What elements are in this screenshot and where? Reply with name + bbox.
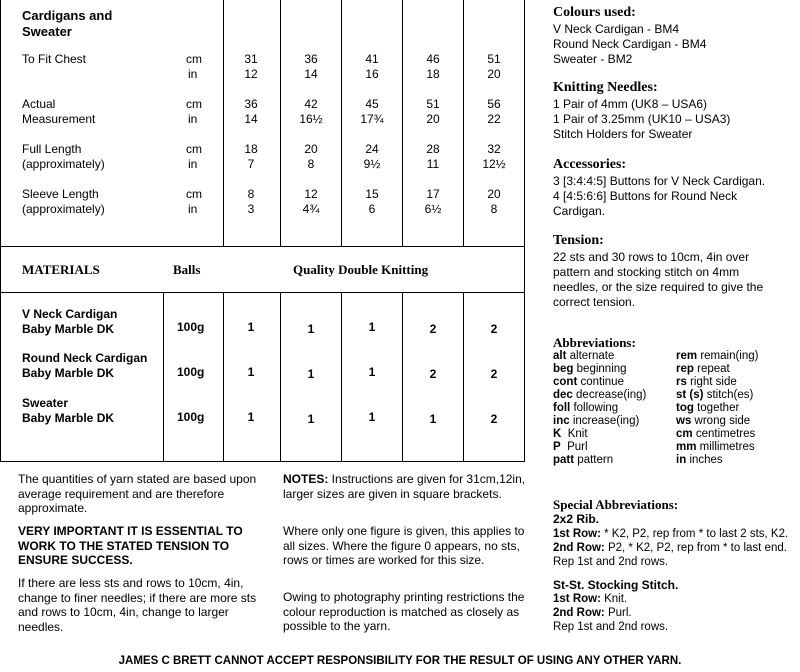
value-cell: 51 [487, 52, 501, 66]
material-yarn: Baby Marble DK [22, 366, 115, 380]
value-cell: 41 [365, 52, 379, 66]
unit-cm: cm [186, 97, 202, 111]
stst-row-1: 1st Row: Knit. [553, 593, 628, 605]
col-divider [341, 292, 342, 462]
accessory-line: 3 [3:4:4:5] Buttons for V Neck Cardigan. [553, 174, 766, 188]
col-divider [463, 0, 464, 246]
abbr-item: dec decrease(ing) [553, 389, 647, 401]
abbr-item: alt alternate [553, 350, 615, 362]
colour-line: V Neck Cardigan - BM4 [553, 22, 680, 36]
col-divider [463, 292, 464, 462]
material-name: Sweater [22, 396, 69, 410]
value-cell: 32 [487, 142, 501, 156]
value-cell: 12 [244, 67, 258, 81]
value-cell: 17 [426, 187, 440, 201]
tension-line: pattern and stocking stitch on 4mm [553, 265, 740, 279]
value-cell: 12 [304, 187, 318, 201]
value-cell: 20 [487, 67, 501, 81]
value-cell: 20 [487, 187, 501, 201]
abbr-item: rem remain(ing) [676, 350, 759, 362]
value-cell: 4¾ [302, 202, 320, 216]
material-name: V Neck Cardigan [22, 307, 118, 321]
col-divider [402, 0, 403, 246]
abbr-item: inc increase(ing) [553, 415, 640, 427]
col-divider [402, 292, 403, 462]
material-weight: 100g [177, 365, 205, 379]
value-cell: 15 [365, 187, 379, 201]
row-label-sleeve-2: (approximately) [22, 202, 105, 216]
photography-note: Owing to photography printing restrictions the colour reproduction is matched as closely as possible to the yarn. [283, 590, 525, 633]
needle-line: 1 Pair of 3.25mm (UK10 – USA3) [553, 112, 731, 126]
value-cell: 7 [247, 157, 255, 171]
materials-header: MATERIALS [22, 262, 100, 277]
value-cell: 18 [244, 142, 258, 156]
unit-cm: cm [186, 52, 202, 66]
accessories-heading: Accessories: [553, 157, 627, 172]
col-divider [341, 0, 342, 246]
abbr-item: cm centimetres [676, 428, 756, 440]
value-cell: 24 [365, 142, 379, 156]
ball-count: 1 [368, 320, 376, 334]
ball-count: 2 [429, 322, 437, 336]
value-cell: 14 [244, 112, 258, 126]
material-yarn: Baby Marble DK [22, 322, 115, 336]
ball-count: 1 [307, 367, 315, 381]
col-divider [280, 0, 281, 246]
rib-heading: 2x2 Rib. [553, 512, 600, 526]
value-cell: 17¾ [360, 112, 384, 126]
tension-heading: Tension: [553, 233, 604, 248]
abbr-list-left [553, 350, 646, 467]
needle-line: Stitch Holders for Sweater [553, 127, 693, 141]
ball-count: 1 [429, 412, 437, 426]
colours-heading: Colours used: [553, 5, 636, 20]
unit-in: in [188, 202, 198, 216]
material-yarn: Baby Marble DK [22, 411, 115, 425]
accessory-line: Cardigan. [553, 204, 606, 218]
stst-heading: St-St. Stocking Stitch. [553, 578, 679, 592]
ball-count: 1 [247, 365, 255, 379]
abbr-item: patt pattern [553, 454, 614, 466]
row-label-actual-2: Measurement [22, 112, 96, 126]
ball-count: 1 [368, 410, 376, 424]
value-cell: 22 [487, 112, 501, 126]
rib-repeat: Rep 1st and 2nd rows. [553, 556, 669, 568]
abbr-item: K Knit [553, 428, 588, 440]
tension-line: 22 sts and 30 rows to 10cm, 4in over [553, 250, 750, 264]
ball-count: 1 [307, 322, 315, 336]
value-cell: 28 [426, 142, 440, 156]
unit-in: in [188, 67, 198, 81]
col-divider [280, 292, 281, 462]
yarn-header: Quality Double Knitting [293, 262, 429, 277]
col-divider [223, 0, 224, 246]
footer-disclaimer: JAMES C BRETT CANNOT ACCEPT RESPONSIBILITY FOR THE RESULT OF USING ANY OTHER YARN. [118, 655, 682, 667]
value-cell: 56 [487, 97, 501, 111]
yarn-quantity-note: The quantities of yarn stated are based upon average requirement and are therefore approximate. [18, 472, 257, 515]
value-cell: 6½ [424, 202, 442, 216]
row-label-length-2: (approximately) [22, 157, 105, 171]
material-name: Round Neck Cardigan [22, 351, 148, 365]
abbreviations-heading: Abbreviations: [553, 335, 636, 350]
abbr-item: st (s) stitch(es) [676, 389, 754, 401]
abbr-item: ws wrong side [676, 415, 751, 427]
value-cell: 36 [244, 97, 258, 111]
table-title: Cardigans and Sweater [22, 8, 113, 39]
tension-warning: VERY IMPORTANT IT IS ESSENTIAL TO WORK TO THE STATED TENSION TO ENSURE SUCCESS. [18, 524, 243, 567]
value-cell: 31 [244, 52, 258, 66]
value-cell: 51 [426, 97, 440, 111]
material-weight: 100g [177, 320, 205, 334]
value-cell: 46 [426, 52, 440, 66]
tension-line: correct tension. [553, 295, 636, 309]
table-border-right [524, 0, 525, 462]
special-heading: Special Abbreviations: [553, 497, 679, 512]
value-cell: 9½ [363, 157, 381, 171]
unit-cm: cm [186, 187, 202, 201]
abbr-item: cont continue [553, 376, 624, 388]
abbr-item: P Purl [553, 441, 588, 453]
abbr-item: tog together [676, 402, 740, 414]
table-divider-1 [0, 246, 525, 247]
needles-heading: Knitting Needles: [553, 80, 658, 95]
value-cell: 8 [247, 187, 255, 201]
value-cell: 20 [304, 142, 318, 156]
abbr-item: in inches [676, 454, 723, 466]
stst-row-2: 2nd Row: Purl. [553, 607, 632, 619]
value-cell: 11 [426, 157, 440, 171]
col-divider [163, 292, 164, 462]
abbr-item: mm millimetres [676, 441, 755, 453]
value-cell: 42 [304, 97, 318, 111]
value-cell: 18 [426, 67, 440, 81]
abbr-item: beg beginning [553, 363, 627, 375]
ball-count: 1 [247, 320, 255, 334]
row-label-sleeve: Sleeve Length [22, 187, 99, 201]
value-cell: 16½ [299, 112, 323, 126]
abbr-item: foll following [553, 402, 619, 414]
value-cell: 8 [307, 157, 315, 171]
ball-count: 1 [368, 365, 376, 379]
ball-count: 2 [490, 367, 498, 381]
row-label-actual: Actual [22, 97, 56, 111]
value-cell: 16 [365, 67, 379, 81]
value-cell: 12½ [482, 157, 506, 171]
stst-repeat: Rep 1st and 2nd rows. [553, 621, 669, 633]
ball-count: 2 [490, 412, 498, 426]
colour-line: Round Neck Cardigan - BM4 [553, 37, 707, 51]
value-cell: 8 [490, 202, 498, 216]
accessory-line: 4 [4:5:6:6] Buttons for Round Neck [553, 189, 738, 203]
tension-line: needles, or the size required to give the [553, 280, 764, 294]
abbr-item: rep repeat [676, 363, 730, 375]
abbr-item: rs right side [676, 376, 737, 388]
ball-count: 1 [247, 410, 255, 424]
needle-line: 1 Pair of 4mm (UK8 – USA6) [553, 97, 708, 111]
table-border-bottom [0, 461, 525, 462]
notes-block: NOTES: Instructions are given for 31cm,12in, larger sizes are given in square brackets. [283, 472, 526, 501]
colour-line: Sweater - BM2 [553, 52, 633, 66]
unit-in: in [188, 112, 198, 126]
ball-count: 1 [307, 412, 315, 426]
unit-cm: cm [186, 142, 202, 156]
table-border-left [0, 0, 1, 462]
unit-in: in [188, 157, 198, 171]
ball-count: 2 [429, 367, 437, 381]
balls-header: Balls [173, 262, 201, 277]
sizes-table [0, 0, 525, 462]
rib-row-1: 1st Row: * K2, P2, rep from * to last 2 sts, K2. [553, 528, 789, 540]
value-cell: 36 [304, 52, 318, 66]
figure-note: Where only one figure is given, this applies to all sizes. Where the figure 0 appears, no sts, rows or times are worked for this size. [283, 524, 525, 567]
col-divider [223, 292, 224, 462]
value-cell: 45 [365, 97, 379, 111]
value-cell: 14 [304, 67, 318, 81]
value-cell: 20 [426, 112, 440, 126]
row-label-chest: To Fit Chest [22, 52, 87, 66]
abbr-list-right [676, 350, 758, 467]
table-divider-2 [0, 292, 525, 293]
value-cell: 6 [368, 202, 376, 216]
value-cell: 3 [247, 202, 255, 216]
needle-change-note: If there are less sts and rows to 10cm, 4in, change to finer needles; if there are more sts and rows to 10cm, 4in, change to larger needles. [18, 576, 257, 634]
rib-row-2: 2nd Row: P2, * K2, P2, rep from * to last end. [553, 542, 787, 554]
material-weight: 100g [177, 410, 205, 424]
ball-count: 2 [490, 322, 498, 336]
row-label-length: Full Length [22, 142, 82, 156]
